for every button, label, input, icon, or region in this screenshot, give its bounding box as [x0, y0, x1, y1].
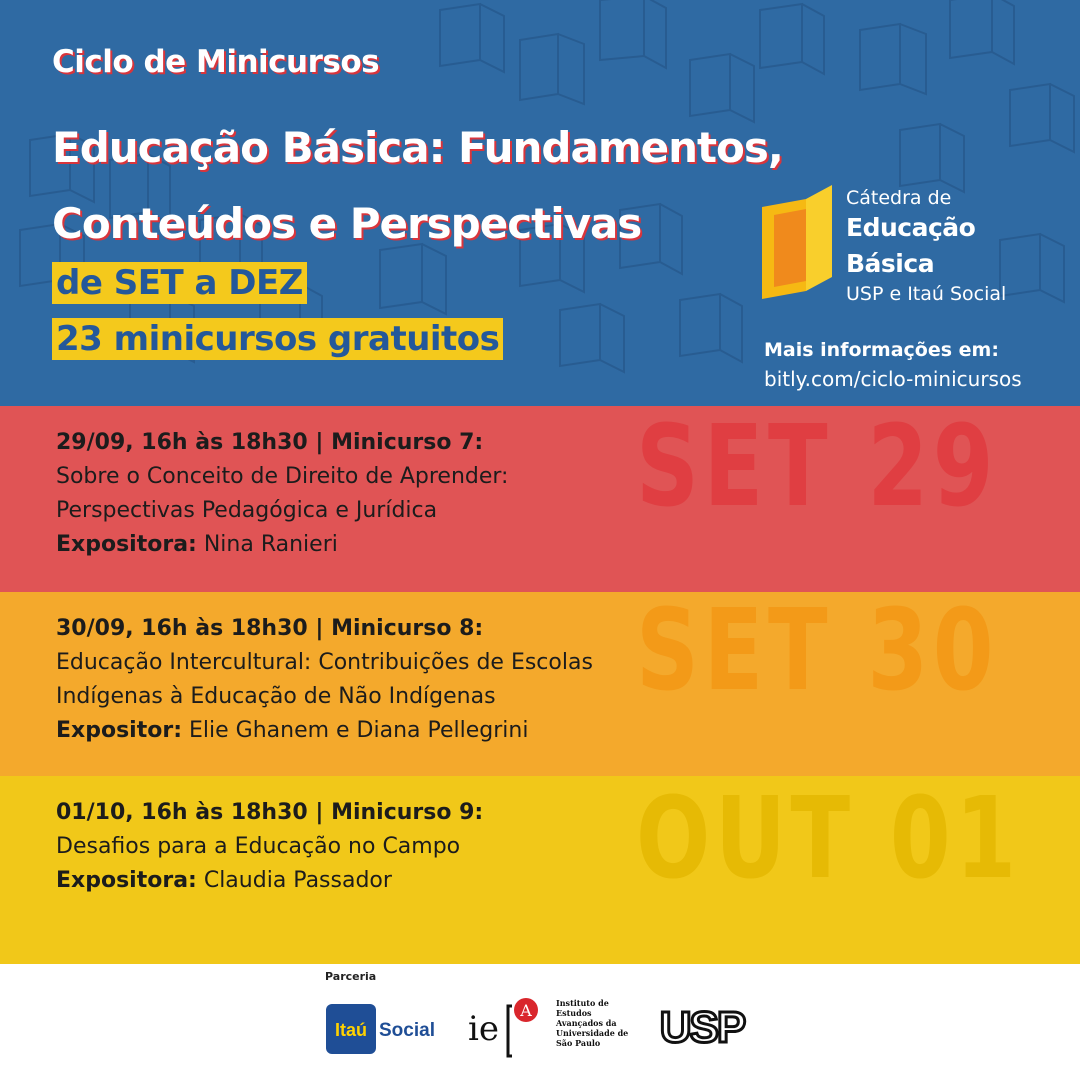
logo-line-1: Cátedra de	[846, 187, 952, 209]
itau-word: Itaú	[334, 1020, 368, 1040]
session-heading: 01/10, 16h às 18h30 | Minicurso 9:	[56, 800, 484, 825]
main-title-line-2: Conteúdos e Perspectivas	[52, 199, 642, 248]
info-label: Mais informações em:	[764, 339, 999, 361]
iea-usp-logo	[468, 996, 628, 1062]
session-card-8	[0, 592, 1080, 776]
session-title-line: Desafios para a Educação no Campo	[56, 834, 461, 859]
usp-word: USP	[659, 1003, 745, 1050]
session-heading: 29/09, 16h às 18h30 | Minicurso 7:	[56, 430, 484, 455]
session-heading: 30/09, 16h às 18h30 | Minicurso 8:	[56, 616, 484, 641]
session-title-line: Sobre o Conceito de Direito de Aprender:	[56, 464, 509, 489]
iea-letter: A	[520, 1001, 532, 1020]
itau-social-logo	[326, 1004, 440, 1054]
info-link[interactable]: bitly.com/ciclo-minicursos	[764, 367, 1022, 391]
header-banner	[0, 0, 1080, 406]
session-presenter	[56, 864, 483, 898]
logo-line-3: Básica	[846, 249, 935, 278]
session-card-9	[0, 776, 1080, 964]
iea-mark: ie	[468, 1009, 499, 1049]
date-watermark: SET 29	[636, 406, 999, 532]
presenter-name: Elie Ghanem e Diana Pellegrini	[182, 718, 529, 743]
logo-line-4: USP e Itaú Social	[846, 283, 1007, 305]
main-title-line-1: Educação Básica: Fundamentos,	[52, 123, 783, 172]
count-highlight: 23 minicursos gratuitos	[52, 318, 503, 360]
social-word: Social	[379, 1020, 435, 1041]
session-details	[56, 426, 508, 562]
session-title-line: Indígenas à Educação de Não Indígenas	[56, 684, 496, 709]
usp-logo	[646, 1002, 758, 1050]
presenter-label: Expositora:	[56, 868, 197, 893]
session-title-line: Educação Intercultural: Contribuições de Escolas	[56, 650, 593, 675]
session-title-line: Perspectivas Pedagógica e Jurídica	[56, 498, 438, 523]
series-title: Ciclo de Minicursos	[52, 44, 380, 80]
session-presenter	[56, 714, 593, 748]
session-details	[56, 796, 483, 898]
presenter-name: Claudia Passador	[196, 868, 392, 893]
date-watermark: SET 30	[636, 592, 999, 716]
session-presenter	[56, 528, 508, 562]
session-card-7	[0, 406, 1080, 592]
iea-text-line: Avançados da	[556, 1018, 617, 1028]
iea-text-line: Universidade de	[556, 1028, 628, 1038]
iea-text-line: Instituto de	[556, 998, 609, 1008]
partnership-label: Parceria	[325, 970, 377, 983]
partners-footer	[0, 964, 1080, 1080]
period-highlight: de SET a DEZ	[52, 262, 307, 304]
iea-text-line: São Paulo	[556, 1038, 601, 1048]
presenter-label: Expositor:	[56, 718, 182, 743]
date-watermark: OUT 01	[636, 776, 1021, 904]
open-book-icon	[760, 185, 840, 305]
catedra-logo	[760, 185, 1060, 310]
iea-text-line: Estudos	[556, 1008, 592, 1018]
main-title	[52, 110, 783, 262]
session-details	[56, 612, 593, 748]
logo-line-2: Educação	[846, 213, 976, 242]
presenter-label: Expositora:	[56, 532, 197, 557]
presenter-name: Nina Ranieri	[196, 532, 338, 557]
